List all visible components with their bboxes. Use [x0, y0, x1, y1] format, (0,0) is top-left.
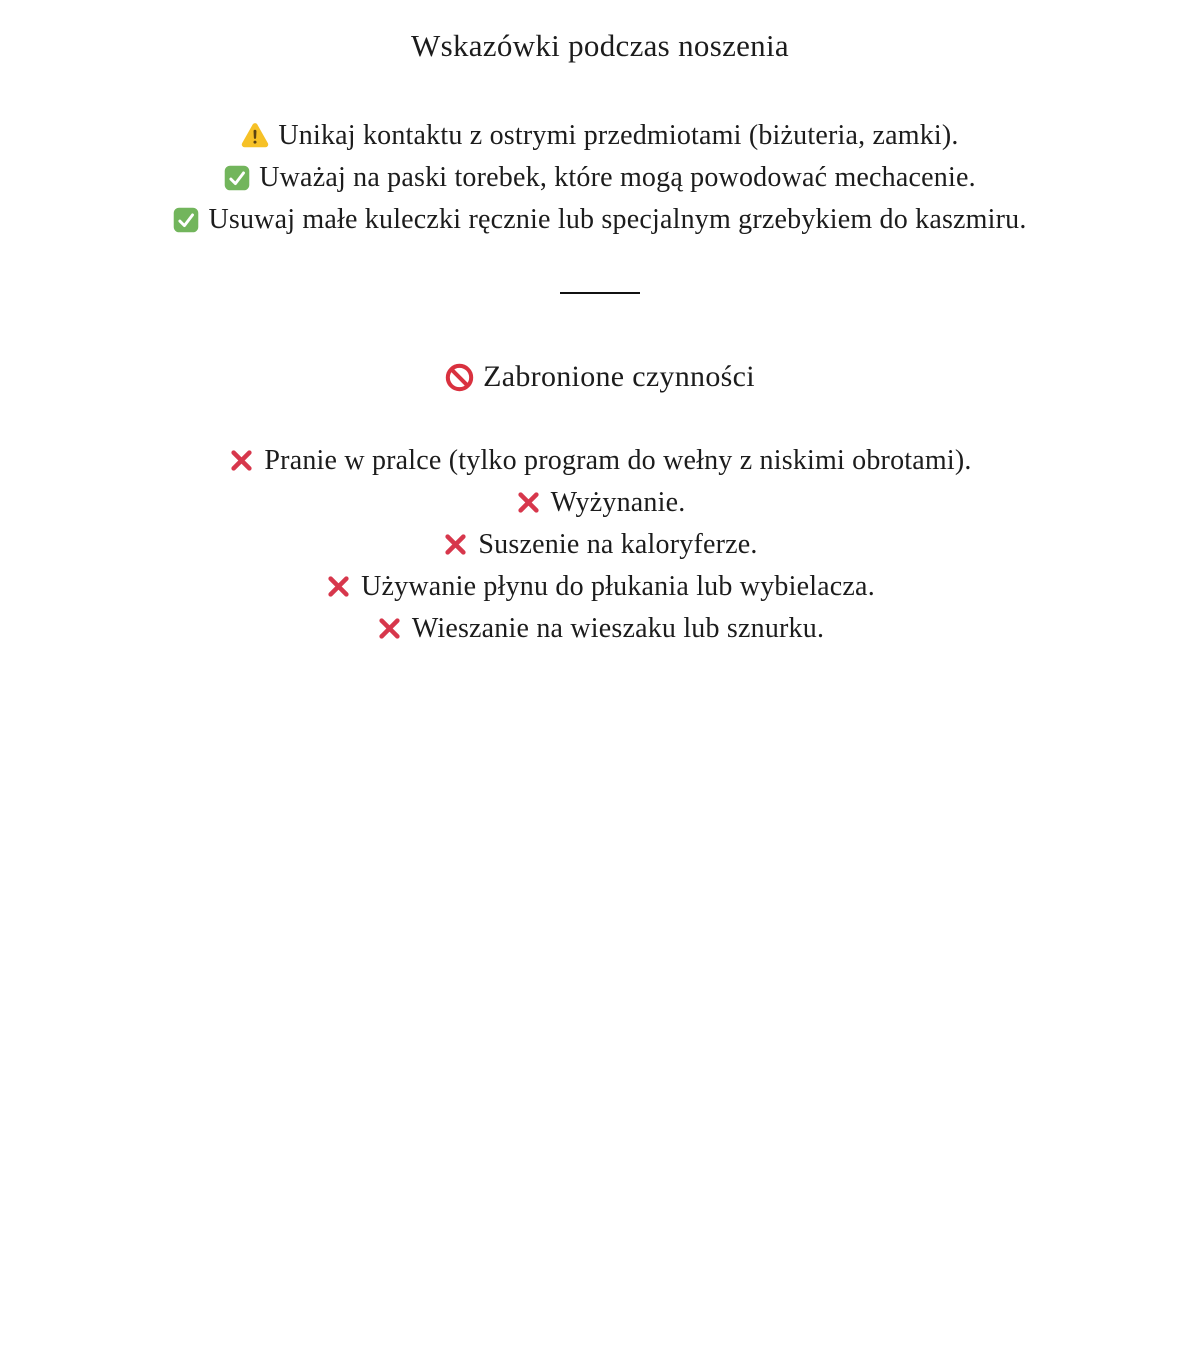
list-item-text: Unikaj kontaktu z ostrymi przedmiotami (biżuteria, zamki).: [278, 120, 959, 151]
section-divider: [560, 292, 640, 294]
list-item-text: Suszenie na kaloryferze.: [478, 529, 758, 560]
warning-triangle-icon: [241, 121, 269, 149]
no-entry-icon: [445, 363, 474, 392]
list-item: [0, 157, 1200, 199]
forbidden-actions-list: [0, 440, 1200, 650]
red-cross-icon: [325, 573, 352, 600]
list-item: [0, 566, 1200, 608]
list-item: [0, 482, 1200, 524]
green-check-icon: [173, 207, 199, 233]
list-item: [0, 608, 1200, 650]
red-cross-icon: [515, 489, 542, 516]
list-item: [0, 115, 1200, 157]
list-item: [0, 199, 1200, 241]
list-item-text: Wieszanie na wieszaku lub sznurku.: [411, 613, 825, 644]
forbidden-section-title: [0, 356, 1200, 398]
red-cross-icon: [442, 531, 469, 558]
green-check-icon: [224, 165, 250, 191]
wearing-section-title: Wskazówki podczas noszenia: [411, 28, 789, 63]
wearing-tips-list: [0, 115, 1200, 241]
list-item-text: Uważaj na paski torebek, które mogą powodować mechacenie.: [259, 162, 976, 193]
red-cross-icon: [228, 447, 255, 474]
list-item: [0, 524, 1200, 566]
list-item-text: Używanie płynu do płukania lub wybielacza.: [361, 571, 875, 602]
list-item: [0, 440, 1200, 482]
forbidden-section-title-text: Zabronione czynności: [483, 360, 755, 393]
list-item-text: Usuwaj małe kuleczki ręcznie lub specjalnym grzebykiem do kaszmiru.: [208, 204, 1027, 235]
list-item-text: Pranie w pralce (tylko program do wełny z niskimi obrotami).: [264, 445, 972, 476]
red-cross-icon: [376, 615, 403, 642]
list-item-text: Wyżynanie.: [550, 487, 686, 518]
